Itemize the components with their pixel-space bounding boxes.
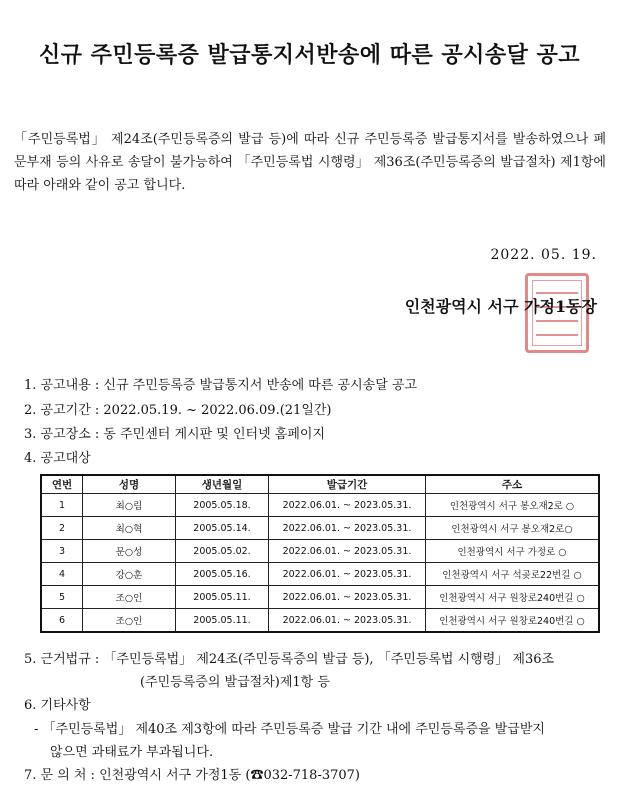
- item-6-note-line2: 않으면 과태료가 부과됩니다.: [50, 745, 214, 760]
- table-cell: 조○인: [83, 609, 176, 633]
- table-row: [41, 586, 599, 609]
- table-cell: 인천광역시 서구 봉오재2로 ○: [426, 494, 600, 517]
- table-cell: 2: [41, 517, 83, 540]
- table-cell: 2022.06.01. ~ 2023.05.31.: [269, 609, 426, 633]
- header-cell: 연번: [41, 475, 83, 494]
- target-table: [40, 474, 600, 633]
- header-cell: 발급기간: [269, 475, 426, 494]
- table-cell: 문○성: [83, 540, 176, 563]
- table-cell: 인천광역시 서구 가정로 ○: [426, 540, 600, 563]
- table-cell: 강○훈: [83, 563, 176, 586]
- table-cell: 2005.05.18.: [176, 494, 269, 517]
- issuer-name: 인천광역시 서구 가정1동장: [404, 297, 597, 316]
- table-cell: 2022.06.01. ~ 2023.05.31.: [269, 494, 426, 517]
- item-5-line1: 5. 근거법규 : 「주민등록법」 제24조(주민등록증의 발급 등), 「주민등록법 시행령」 제36조: [24, 652, 555, 667]
- item-7-contact: 7. 문 의 처 : 인천광역시 서구 가정1동 (☎032-718-3707): [24, 768, 361, 783]
- table-cell: 2005.05.11.: [176, 586, 269, 609]
- table-row: [41, 609, 599, 633]
- header-cell: 주소: [426, 475, 600, 494]
- table-cell: 2022.06.01. ~ 2023.05.31.: [269, 517, 426, 540]
- table-cell: 3: [41, 540, 83, 563]
- table-row: [41, 563, 599, 586]
- table-cell: 2005.05.14.: [176, 517, 269, 540]
- table-cell: 2022.06.01. ~ 2023.05.31.: [269, 563, 426, 586]
- table-cell: 최○혁: [83, 517, 176, 540]
- intro-paragraph: 「주민등록법」 제24조(주민등록증의 발급 등)에 따라 신규 주민등록증 발급통지서를 발송하였으나 폐문부재 등의 사유로 송달이 불가능하여 「주민등록법 시행령」 제36조(주민등록증의 발급절차) 제1항에 따라 아래와 같이 공고 합니다.: [14, 132, 606, 193]
- table-cell: 최○림: [83, 494, 176, 517]
- table-cell: 2005.05.16.: [176, 563, 269, 586]
- table-row: [41, 494, 599, 517]
- item-1: 1. 공고내용 : 신규 주민등록증 발급통지서 반송에 따른 공시송달 공고: [24, 378, 418, 393]
- item-4: 4. 공고대상: [24, 451, 91, 466]
- table-cell: 인천광역시 서구 석곶로22번길 ○: [426, 563, 600, 586]
- item-3: 3. 공고장소 : 동 주민센터 게시판 및 인터넷 홈페이지: [24, 427, 326, 442]
- item-5-line2: (주민등록증의 발급절차)제1항 등: [140, 675, 330, 690]
- item-6-note-line1: - 「주민등록법」 제40조 제3항에 따라 주민등록증 발급 기간 내에 주민등록증을 발급받지: [34, 722, 545, 737]
- issue-date: 2022. 05. 19.: [490, 247, 597, 263]
- table-cell: 2022.06.01. ~ 2023.05.31.: [269, 586, 426, 609]
- table-cell: 2022.06.01. ~ 2023.05.31.: [269, 540, 426, 563]
- table-row: [41, 540, 599, 563]
- table-cell: 조○인: [83, 586, 176, 609]
- table-cell: 1: [41, 494, 83, 517]
- table-row: [41, 517, 599, 540]
- table-cell: 인천광역시 서구 원창로240번길 ○: [426, 609, 600, 633]
- header-cell: 생년월일: [176, 475, 269, 494]
- table-header-row: [41, 475, 599, 494]
- header-cell: 성명: [83, 475, 176, 494]
- table-cell: 2005.05.11.: [176, 609, 269, 633]
- table-cell: 2005.05.02.: [176, 540, 269, 563]
- item-6: 6. 기타사항: [24, 698, 91, 713]
- table-cell: 인천광역시 서구 봉오재2로○: [426, 517, 600, 540]
- table-cell: 6: [41, 609, 83, 633]
- table-cell: 4: [41, 563, 83, 586]
- table-cell: 5: [41, 586, 83, 609]
- item-2: 2. 공고기간 : 2022.05.19. ~ 2022.06.09.(21일간): [24, 403, 332, 418]
- table-cell: 인천광역시 서구 원창로240번길 ○: [426, 586, 600, 609]
- document-title: 신규 주민등록증 발급통지서반송에 따른 공시송달 공고: [38, 43, 581, 68]
